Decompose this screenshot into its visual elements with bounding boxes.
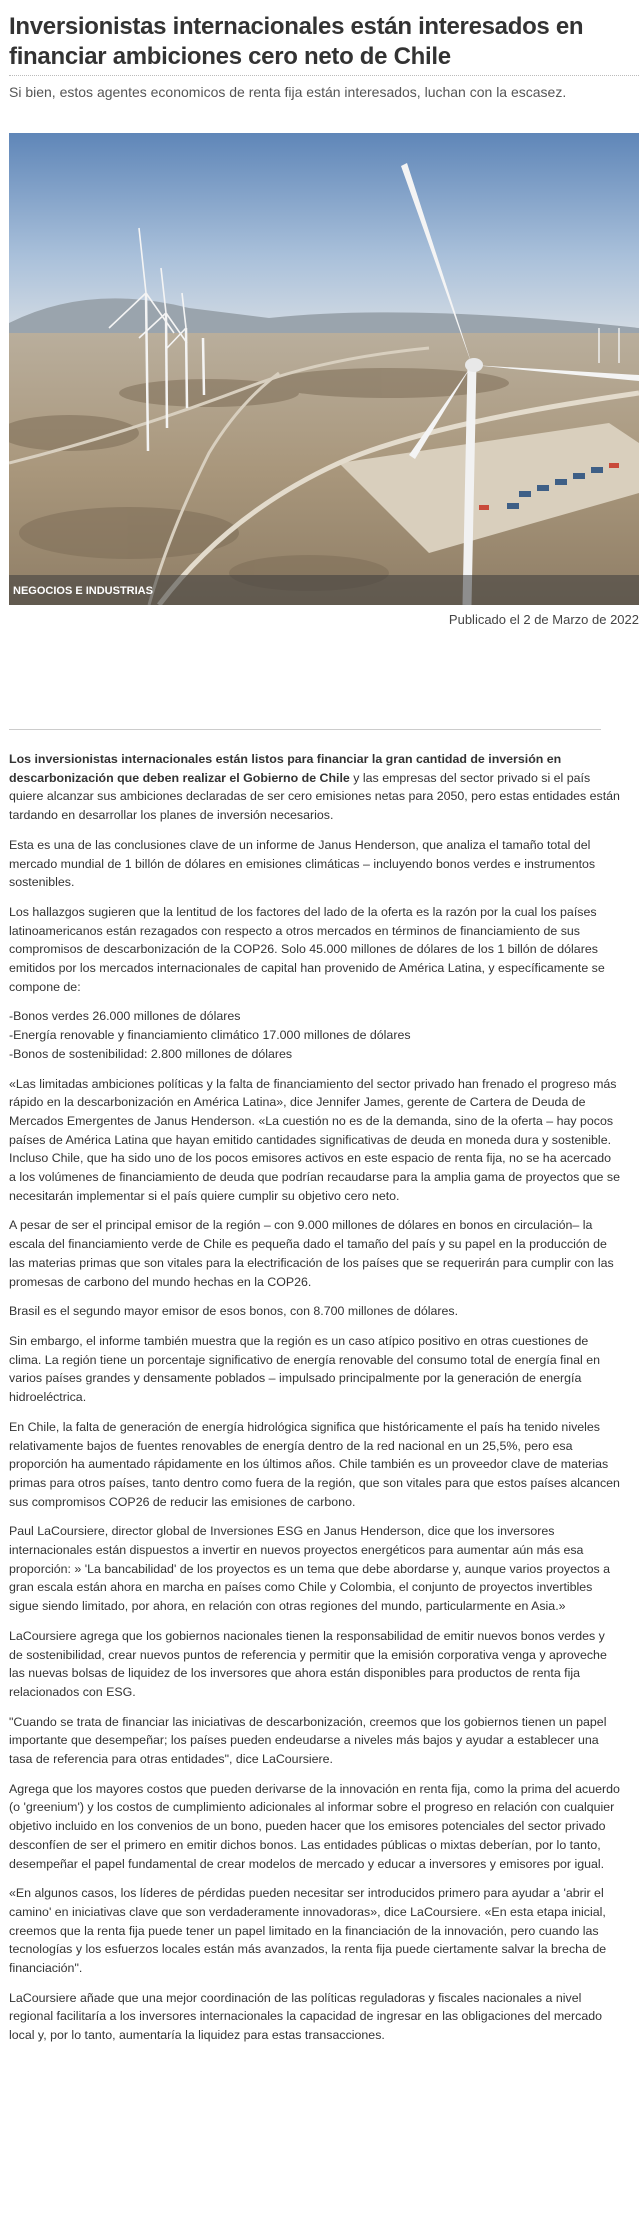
paragraph: Agrega que los mayores costos que pueden derivarse de la innovación en renta fija, como la prima del acuerdo (o 'greenium') y los costos de cumplimiento adicionales al informar sobre el progreso en relación con cualquier objetivo incluido en los convenios de un bono, pueden hacer que los emisores potenciales del sector privado desconfíen de ser el primero en emitir dichos bonos. Las entidades públicas o mixtas deberían, por lo tanto, desempeñar el papel fundamental de crear modelos de mercado y educar a inversores y emisores por igual. [9,1781,620,1871]
article-title: Inversionistas internacionales están interesados en financiar ambiciones cero neto de Chile [9,13,584,70]
category-bar [9,575,639,605]
lead-rest: y las empresas del sector privado si el país quiere alcanzar sus ambiciones declaradas de ser cero emisiones netas para 2050, pero estas entidades están tardando en desarrollar los planes de inversión necesarios. [9,770,620,823]
paragraph: LaCoursiere agrega que los gobiernos nacionales tienen la responsabilidad de emitir nuevos bonos verdes y de sostenibilidad, crear nuevos puntos de referencia y permitir que la emisión corporativa venga y aproveche las nuevas bolsas de liquidez de los inversores que ahora están disponibles para productos de renta fija relacionados con ESG. [9,1628,607,1699]
paragraph: Sin embargo, el informe también muestra que la región es un caso atípico positivo en otras cuestiones de clima. La región tiene un porcentaje significativo de energía renovable del consumo total de energía final en varios países grandes y densamente poblados – impulsado principalmente por la generación de energía hidroeléctrica. [9,1333,600,1405]
paragraph: Brasil es el segundo mayor emisor de esos bonos, con 8.700 millones de dólares. [9,1304,459,1319]
title-divider [9,75,639,76]
paragraph: Esta es una de las conclusiones clave de un informe de Janus Henderson, que analiza el tamaño total del mercado mundial de 1 billón de dólares en emisiones climáticas – incluyendo bonos verdes e instrumentos sostenibles. [9,837,596,890]
publish-date: Publicado el 2 de Marzo de 2022 [448,612,639,627]
bond-list: -Bonos verdes 26.000 millones de dólares -Energía renovable y financiamiento climático 17.000 millones de dólares -Bonos de sostenibilidad: 2.800 millones de dólares [9,1009,411,1061]
content-divider [9,729,601,730]
paragraph: Los hallazgos sugieren que la lentitud de los factores del lado de la oferta es la razón por la cual los países latinoamericanos están rezagados con respecto a otros mercados en términos de financiamiento de sus compromisos de descarbonización de la COP26. Solo 45.000 millones de dólares de los 1 billón de dólares emitidos por los mercados internacionales de capital han provenido de América Latina, y específicamente se compone de: [9,904,605,994]
lead-bold: Los inversionistas internacionales están listos para financiar la gran cantidad de inversión en descarbonización que deben realizar el Gobierno de Chile [9,752,562,785]
wind-farm-photo [9,133,639,605]
paragraph: A pesar de ser el principal emisor de la región – con 9.000 millones de dólares en bonos en circulación– la escala del financiamiento verde de Chile es pequeña dado el tamaño del país y su papel en la producción de las materias primas que son vitales para la electrificación de los países que se requerirán para cumplir con las promesas de carbono del mundo hechas en la COP26. [9,1218,614,1289]
paragraph: «En algunos casos, los líderes de pérdidas pueden necesitar ser introducidos primero para ayudar a 'abrir el camino' en iniciativas clave que son verdaderamente innovadoras», dice LaCoursiere. «En esta etapa inicial, creemos que la renta fija puede tener un papel limitado en la financiación de la innovación, pero cuando las tecnologías y los esfuerzos locales están más avanzados, la renta fija puede ciertamente salvar la brecha de financiación". [9,1886,607,1976]
paragraph: Paul LaCoursiere, director global de Inversiones ESG en Janus Henderson, dice que los inversores internacionales están dispuestos a invertir en nuevos proyectos energéticos para aumentar aún más esa proporción: » 'La bancabilidad' de los proyectos es un tema que debe abordarse y, aunque varios proyectos a gran escala están ahora en marcha en países como Chile y Colombia, el conjunto de proyectos invertibles sigue siendo limitado, por ahora, en relación con otras regiones del mundo, particularmente en Asia.» [9,1524,611,1614]
article-subtitle: Si bien, estos agentes economicos de renta fija están interesados, luchan con la escasez. [9,84,567,100]
lead-paragraph [9,750,621,825]
hero-image[interactable] [9,133,639,605]
paragraph: En Chile, la falta de generación de energía hidrológica significa que históricamente el país ha tenido niveles relativamente bajos de fuentes renovables de energía dentro de la red nacional en un 25,5%, pero esa proporción ha aumentado rápidamente en los últimos años. Chile también es un proveedor clave de materias primas para otros países, tanto dentro como fuera de la región, que son vitales para que estos países alcancen sus compromisos COP26 de reducir las emisiones de carbono. [9,1419,620,1509]
paragraph: LaCoursiere añade que una mejor coordinación de las políticas reguladoras y fiscales nacionales a nivel regional facilitaría a los inversores internacionales la capacidad de ingresar en las obligaciones del mercado local y, por lo tanto, aumentaría la liquidez para estas transacciones. [9,1990,603,2043]
article-body [9,750,621,2056]
category-label[interactable]: NEGOCIOS E INDUSTRIAS [13,585,153,597]
paragraph: «Las limitadas ambiciones políticas y la falta de financiamiento del sector privado han frenado el progreso más rápido en la descarbonización en América Latina», dice Jennifer James, gerente de Cartera de Deuda de Mercados Emergentes de Janus Henderson. «La cuestión no es de la demanda, sino de la oferta – hay pocos países de América Latina que hayan emitido cantidades significativas de deuda en moneda dura y sostenible. Incluso Chile, que ha sido uno de los pocos emisores activos en este espacio de renta fija, no se ha acercado a los volúmenes de financiamiento de deuda que podrían recaudarse para la amplia gama de proyectos que se necesitarán implementar si el país quiere cumplir su objetivo cero neto. [9,1076,620,1203]
paragraph: "Cuando se trata de financiar las iniciativas de descarbonización, creemos que los gobiernos tienen un papel importante que desempeñar; los países pueden endeudarse a niveles más bajos y ayudar a establecer una tasa de referencia para otras entidades", dice LaCoursiere. [9,1714,607,1767]
